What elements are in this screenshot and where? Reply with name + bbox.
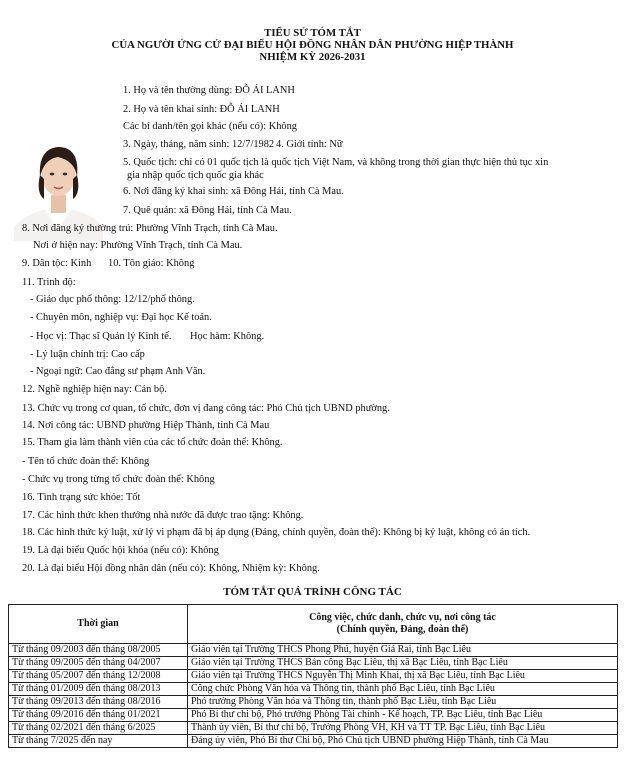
row-job: Giáo viên tại Trường THCS Nguyễn Thị Minh Khai, thị xã Bạc Liêu, tỉnh Bạc Liêu	[188, 670, 618, 683]
table-row	[9, 709, 618, 722]
column-header-job-line2: (Chính quyền, Đảng, đoàn thể)	[336, 624, 469, 635]
workplace: 14. Nơi công tác: UBND phường Hiệp Thành, tỉnh Cà Mau	[22, 420, 270, 431]
position: 13. Chức vụ trong cơ quan, tổ chức, đơn vị đang công tác: Phó Chủ tịch UBND phường.	[22, 403, 390, 414]
row-time: Từ tháng 02/2021 đến tháng 6/2025	[9, 722, 188, 735]
birth-registration-place: 6. Nơi đăng ký khai sinh: xã Đông Hải, tỉnh Cà Mau.	[123, 186, 344, 197]
table-row	[9, 696, 618, 709]
religion: 10. Tôn giáo: Không	[108, 258, 195, 269]
document-header	[0, 27, 625, 63]
table-header-row	[9, 605, 618, 644]
gender: 4. Giới tính: Nữ	[276, 139, 343, 150]
table-row	[9, 657, 618, 670]
row-job: Giáo viên tại Trường THCS Phong Phú, huyện Giá Rai, tỉnh Bạc Liêu	[188, 644, 618, 657]
row-time: Từ tháng 09/2016 đến tháng 01/2021	[9, 709, 188, 722]
column-header-job-line1: Công việc, chức danh, chức vụ, nơi công tác	[309, 612, 496, 623]
table-row	[9, 722, 618, 735]
current-residence: Nơi ở hiện nay: Phường Vĩnh Trạch, tỉnh Cà Mau.	[33, 240, 243, 251]
council-delegate: 20. Là đại biểu Hội đồng nhân dân (nếu có): Không, Nhiệm kỳ: Không.	[22, 563, 320, 574]
academic-title: Học hàm: Không.	[190, 331, 265, 342]
general-education: - Giáo dục phổ thông: 12/12/phổ thông.	[30, 294, 195, 305]
national-assembly-delegate: 19. Là đại biểu Quốc hội khóa (nếu có): Không	[22, 545, 219, 556]
aliases: Các bí danh/tên gọi khác (nếu có): Không	[123, 121, 297, 132]
row-time: Từ tháng 09/2005 đến tháng 04/2007	[9, 657, 188, 670]
header-title: TIỂU SỬ TÓM TẮT	[264, 27, 361, 39]
row-job: Công chức Phòng Văn hóa và Thông tin, thành phố Bạc Liêu, tỉnh Bạc Liêu	[188, 683, 618, 696]
nationality: 5. Quốc tịch: chỉ có 01 quốc tịch là quốc tịch Việt Nam, và không trong thời gian thực hiện thủ tục xin	[123, 157, 549, 168]
ethnicity: 9. Dân tộc: Kinh	[22, 258, 92, 269]
nationality-continued: gia nhập quốc tịch quốc gia khác	[127, 170, 264, 181]
table-row	[9, 683, 618, 696]
common-name: 1. Họ và tên thường dùng: ĐỖ ÁI LANH	[123, 85, 295, 96]
row-job: Đảng ủy viên, Phó Bí thư Chi bộ, Phó Chủ tịch UBND phường Hiệp Thành, tỉnh Cà Mau	[188, 735, 618, 748]
row-job: Giáo viên tại Trường THCS Bán công Bạc Liêu, thị xã Bạc Liêu, tỉnh Bạc Liêu	[188, 657, 618, 670]
work-history-title: TÓM TẮT QUÁ TRÌNH CÔNG TÁC	[223, 586, 402, 598]
table-row	[9, 735, 618, 748]
organization-role: - Chức vụ trong từng tổ chức đoàn thể: Không	[22, 474, 215, 485]
organization-name: - Tên tổ chức đoàn thể: Không	[22, 456, 150, 467]
table-row	[9, 644, 618, 657]
table-row	[9, 670, 618, 683]
disciplinary-record: 18. Các hình thức kỷ luật, xử lý vi phạm đã bị áp dụng (Đảng, chính quyền, đoàn thể): Không bị kỷ luật, không có án tích.	[22, 527, 531, 538]
column-header-job	[188, 605, 618, 644]
date-of-birth: 3. Ngày, tháng, năm sinh: 12/7/1982	[123, 139, 275, 150]
row-time: Từ tháng 05/2007 đến tháng 12/2008	[9, 670, 188, 683]
row-time: Từ tháng 7/2025 đến nay	[9, 735, 188, 748]
row-job: Phó Bí thư chi bộ, Phó trưởng Phòng Tài chính - Kế hoạch, TP. Bạc Liêu, tỉnh Bạc Liêu	[188, 709, 618, 722]
row-time: Từ tháng 09/2013 đến tháng 08/2016	[9, 696, 188, 709]
header-subtitle: CỦA NGƯỜI ỨNG CỬ ĐẠI BIỂU HỘI ĐỒNG NHÂN DÂN PHƯỜNG HIỆP THÀNH	[111, 39, 514, 51]
health-status: 16. Tình trạng sức khỏe: Tốt	[22, 492, 141, 503]
awards: 17. Các hình thức khen thưởng nhà nước đã được trao tặng: Không.	[22, 510, 304, 521]
foreign-language: - Ngoại ngữ: Cao đẳng sư phạm Anh Văn.	[30, 366, 206, 377]
education-heading: 11. Trình độ:	[22, 277, 76, 288]
organization-membership: 15. Tham gia làm thành viên của các tổ chức đoàn thể: Không.	[22, 437, 283, 448]
header-term: NHIỆM KỲ 2026-2031	[259, 51, 366, 63]
permanent-residence: 8. Nơi đăng ký thường trú: Phường Vĩnh Trạch, tỉnh Cà Mau.	[22, 223, 278, 234]
academic-degree: - Học vị: Thạc sĩ Quản lý Kinh tế.	[30, 331, 172, 342]
row-job: Thành ủy viên, Bí thư chi bộ, Trưởng Phòng VH, KH và TT TP. Bạc Liêu, tỉnh Bạc Liêu	[188, 722, 618, 735]
hometown: 7. Quê quán: xã Đông Hải, tỉnh Cà Mau.	[123, 205, 292, 216]
professional-qualification: - Chuyên môn, nghiệp vụ: Đại học Kế toán.	[30, 312, 212, 323]
political-theory: - Lý luận chính trị: Cao cấp	[30, 349, 145, 360]
work-history-table	[8, 604, 618, 748]
column-header-time: Thời gian	[9, 605, 188, 644]
row-time: Từ tháng 09/2003 đến tháng 08/2005	[9, 644, 188, 657]
row-time: Từ tháng 01/2009 đến tháng 08/2013	[9, 683, 188, 696]
occupation: 12. Nghề nghiệp hiện nay: Cán bộ.	[22, 384, 167, 395]
row-job: Phó trưởng Phòng Văn hóa và Thông tin, thành phố Bạc Liêu, tỉnh Bạc Liêu	[188, 696, 618, 709]
birth-name: 2. Họ và tên khai sinh: ĐỖ ÁI LANH	[123, 104, 280, 115]
